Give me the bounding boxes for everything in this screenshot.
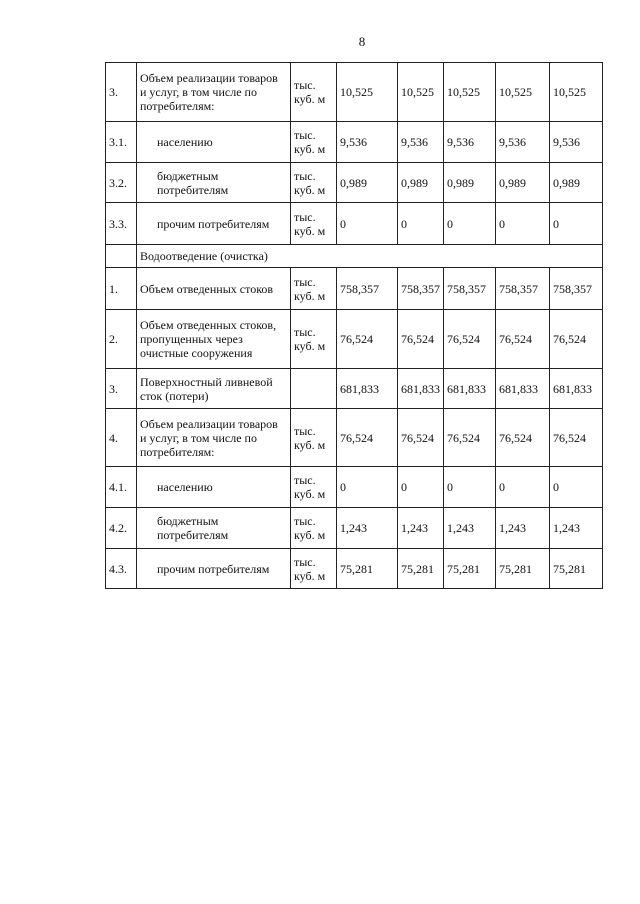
row-value: 10,525 (496, 63, 550, 122)
row-value: 1,243 (444, 508, 496, 549)
row-unit: тыс. куб. м (291, 409, 337, 467)
row-name: населению (137, 467, 291, 508)
row-value: 9,536 (550, 122, 603, 163)
row-value: 0 (550, 203, 603, 245)
row-value: 0 (444, 203, 496, 245)
row-unit: тыс. куб. м (291, 549, 337, 589)
row-value: 75,281 (337, 549, 398, 589)
row-value: 0 (496, 203, 550, 245)
table-row (106, 268, 603, 310)
row-number: 3. (106, 63, 137, 122)
row-name: Объем реализации товаров и услуг, в том числе по потребителям: (137, 63, 291, 122)
section-spacer (106, 245, 137, 268)
row-name: населению (137, 122, 291, 163)
row-unit: тыс. куб. м (291, 163, 337, 203)
row-value: 76,524 (496, 310, 550, 369)
row-number: 3.2. (106, 163, 137, 203)
row-value: 758,357 (496, 268, 550, 310)
row-value: 0 (337, 467, 398, 508)
section-row (106, 245, 603, 268)
row-unit: тыс. куб. м (291, 467, 337, 508)
row-value: 0 (444, 467, 496, 508)
row-value: 9,536 (496, 122, 550, 163)
table-row (106, 467, 603, 508)
row-unit: тыс. куб. м (291, 203, 337, 245)
row-name: бюджетным потребителям (137, 508, 291, 549)
row-value: 1,243 (496, 508, 550, 549)
row-value: 10,525 (444, 63, 496, 122)
row-value: 9,536 (398, 122, 444, 163)
row-name: Объем отведенных стоков, пропущенных через очистные сооружения (137, 310, 291, 369)
row-value: 75,281 (550, 549, 603, 589)
row-name: прочим потребителям (137, 203, 291, 245)
row-number: 2. (106, 310, 137, 369)
row-value: 76,524 (550, 409, 603, 467)
table-row (106, 369, 603, 409)
row-unit: тыс. куб. м (291, 63, 337, 122)
row-value: 9,536 (337, 122, 398, 163)
row-unit (291, 369, 337, 409)
row-value: 1,243 (550, 508, 603, 549)
row-value: 758,357 (444, 268, 496, 310)
row-value: 76,524 (398, 310, 444, 369)
page-number: 8 (358, 34, 366, 49)
row-unit: тыс. куб. м (291, 268, 337, 310)
row-value: 758,357 (398, 268, 444, 310)
row-value: 76,524 (496, 409, 550, 467)
row-number: 3.1. (106, 122, 137, 163)
row-value: 758,357 (550, 268, 603, 310)
row-value: 0,989 (496, 163, 550, 203)
row-name: Поверхностный ливневой сток (потери) (137, 369, 291, 409)
table-row (106, 310, 603, 369)
row-unit: тыс. куб. м (291, 122, 337, 163)
row-value: 681,833 (550, 369, 603, 409)
row-value: 75,281 (398, 549, 444, 589)
row-value: 0 (337, 203, 398, 245)
row-name: бюджетным потребителям (137, 163, 291, 203)
row-value: 76,524 (444, 409, 496, 467)
row-value: 1,243 (337, 508, 398, 549)
row-value: 76,524 (337, 409, 398, 467)
row-value: 76,524 (398, 409, 444, 467)
table-row (106, 549, 603, 589)
row-unit: тыс. куб. м (291, 508, 337, 549)
row-number: 4.2. (106, 508, 137, 549)
row-value: 9,536 (444, 122, 496, 163)
row-value: 0 (496, 467, 550, 508)
row-value: 10,525 (550, 63, 603, 122)
row-name: Объем отведенных стоков (137, 268, 291, 310)
row-value: 10,525 (337, 63, 398, 122)
row-value: 75,281 (444, 549, 496, 589)
row-name: Объем реализации товаров и услуг, в том числе по потребителям: (137, 409, 291, 467)
row-value: 681,833 (398, 369, 444, 409)
row-value: 1,243 (398, 508, 444, 549)
table-row (106, 203, 603, 245)
row-value: 10,525 (398, 63, 444, 122)
row-value: 0,989 (444, 163, 496, 203)
row-value: 758,357 (337, 268, 398, 310)
row-number: 1. (106, 268, 137, 310)
row-value: 76,524 (444, 310, 496, 369)
row-value: 75,281 (496, 549, 550, 589)
row-value: 0,989 (398, 163, 444, 203)
row-number: 4.3. (106, 549, 137, 589)
row-number: 4.1. (106, 467, 137, 508)
table-row (106, 63, 603, 122)
row-value: 0,989 (337, 163, 398, 203)
row-name: прочим потребителям (137, 549, 291, 589)
row-unit: тыс. куб. м (291, 310, 337, 369)
table-row (106, 122, 603, 163)
row-number: 3. (106, 369, 137, 409)
row-value: 681,833 (496, 369, 550, 409)
row-value: 681,833 (444, 369, 496, 409)
table-row (106, 409, 603, 467)
row-number: 3.3. (106, 203, 137, 245)
row-value: 76,524 (337, 310, 398, 369)
row-value: 0 (398, 467, 444, 508)
row-number: 4. (106, 409, 137, 467)
table-row (106, 508, 603, 549)
row-value: 0 (550, 467, 603, 508)
row-value: 76,524 (550, 310, 603, 369)
row-value: 681,833 (337, 369, 398, 409)
section-title: Водоотведение (очистка) (137, 245, 603, 268)
row-value: 0 (398, 203, 444, 245)
table-row (106, 163, 603, 203)
row-value: 0,989 (550, 163, 603, 203)
volumes-table (105, 62, 603, 589)
